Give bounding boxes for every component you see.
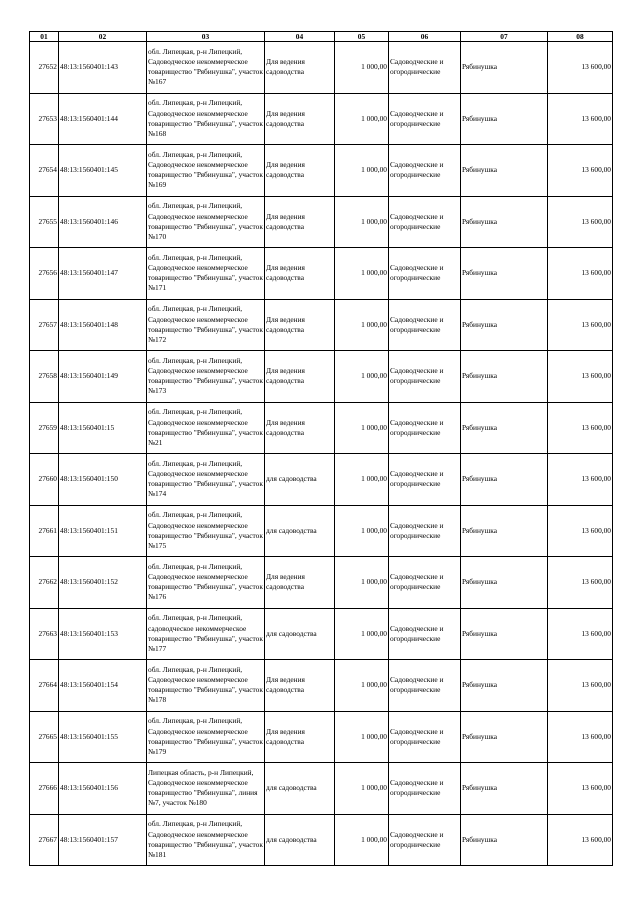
address: обл. Липецкая, р-н Липецкий, Садоводческое некоммерческое товарищество "Рябинушка", участок №169: [147, 145, 265, 197]
record-number: 27661: [30, 505, 59, 557]
table-row: [30, 402, 613, 454]
table-row: [30, 93, 613, 145]
area: 1 000,00: [335, 248, 389, 300]
table-row: [30, 660, 613, 712]
area: 1 000,00: [335, 93, 389, 145]
table-row: [30, 196, 613, 248]
record-number: 27664: [30, 660, 59, 712]
partnership-name: Рябинушка: [461, 42, 548, 94]
partnership-name: Рябинушка: [461, 351, 548, 403]
table-row: [30, 351, 613, 403]
record-number: 27656: [30, 248, 59, 300]
cadastral-value: 13 600,00: [548, 814, 613, 866]
cadastral-value: 13 600,00: [548, 763, 613, 815]
permitted-use: Для ведения садоводства: [265, 248, 335, 300]
cadastral-number: 48:13:1560401:144: [59, 93, 147, 145]
partnership-name: Рябинушка: [461, 763, 548, 815]
cadastral-number: 48:13:1560401:151: [59, 505, 147, 557]
cadastral-number: 48:13:1560401:145: [59, 145, 147, 197]
land-category: Садоводческие и огороднические: [389, 93, 461, 145]
cadastral-value: 13 600,00: [548, 145, 613, 197]
column-header-04: 04: [265, 32, 335, 42]
land-category: Садоводческие и огороднические: [389, 814, 461, 866]
record-number: 27653: [30, 93, 59, 145]
cadastral-number: 48:13:1560401:148: [59, 299, 147, 351]
land-category: Садоводческие и огороднические: [389, 299, 461, 351]
partnership-name: Рябинушка: [461, 145, 548, 197]
cadastral-value: 13 600,00: [548, 42, 613, 94]
land-category: Садоводческие и огороднические: [389, 145, 461, 197]
area: 1 000,00: [335, 145, 389, 197]
area: 1 000,00: [335, 454, 389, 506]
cadastral-number: 48:13:1560401:152: [59, 557, 147, 609]
partnership-name: Рябинушка: [461, 660, 548, 712]
area: 1 000,00: [335, 814, 389, 866]
partnership-name: Рябинушка: [461, 402, 548, 454]
record-number: 27666: [30, 763, 59, 815]
address: обл. Липецкая, р-н Липецкий, Садоводческое некоммерческое товарищество "Рябинушка", участок №170: [147, 196, 265, 248]
permitted-use: для садоводства: [265, 454, 335, 506]
land-category: Садоводческие и огороднические: [389, 196, 461, 248]
land-category: Садоводческие и огороднические: [389, 711, 461, 763]
column-header-03: 03: [147, 32, 265, 42]
partnership-name: Рябинушка: [461, 454, 548, 506]
partnership-name: Рябинушка: [461, 299, 548, 351]
table-body: [30, 42, 613, 866]
record-number: 27652: [30, 42, 59, 94]
cadastral-value: 13 600,00: [548, 454, 613, 506]
land-category: Садоводческие и огороднические: [389, 505, 461, 557]
land-category: Садоводческие и огороднические: [389, 402, 461, 454]
table-row: [30, 145, 613, 197]
cadastral-value: 13 600,00: [548, 505, 613, 557]
address: обл. Липецкая, р-н Липецкий, Садоводческое некоммерческое товарищество "Рябинушка", участок №176: [147, 557, 265, 609]
cadastral-value: 13 600,00: [548, 660, 613, 712]
record-number: 27655: [30, 196, 59, 248]
address: обл. Липецкая, р-н Липецкий, Садоводческое некоммерческое товарищество "Рябинушка", участок №171: [147, 248, 265, 300]
land-register-table: [29, 31, 613, 866]
cadastral-value: 13 600,00: [548, 93, 613, 145]
table-row: [30, 299, 613, 351]
area: 1 000,00: [335, 660, 389, 712]
partnership-name: Рябинушка: [461, 248, 548, 300]
address: обл. Липецкая, р-н Липецкий, Садоводческое некоммерческое товарищество "Рябинушка", участок №174: [147, 454, 265, 506]
area: 1 000,00: [335, 299, 389, 351]
record-number: 27662: [30, 557, 59, 609]
column-header-06: 06: [389, 32, 461, 42]
table-row: [30, 814, 613, 866]
area: 1 000,00: [335, 608, 389, 660]
permitted-use: Для ведения садоводства: [265, 145, 335, 197]
table-row: [30, 763, 613, 815]
record-number: 27660: [30, 454, 59, 506]
column-header-05: 05: [335, 32, 389, 42]
permitted-use: Для ведения садоводства: [265, 557, 335, 609]
permitted-use: Для ведения садоводства: [265, 402, 335, 454]
column-header-08: 08: [548, 32, 613, 42]
table-row: [30, 557, 613, 609]
permitted-use: Для ведения садоводства: [265, 299, 335, 351]
header-row: [30, 32, 613, 42]
partnership-name: Рябинушка: [461, 93, 548, 145]
address: обл. Липецкая, р-н Липецкий, Садоводческое некоммерческое товарищество "Рябинушка", участок №173: [147, 351, 265, 403]
column-header-01: 01: [30, 32, 59, 42]
table-header: [30, 32, 613, 42]
permitted-use: Для ведения садоводства: [265, 711, 335, 763]
land-category: Садоводческие и огороднические: [389, 608, 461, 660]
cadastral-number: 48:13:1560401:147: [59, 248, 147, 300]
cadastral-number: 48:13:1560401:155: [59, 711, 147, 763]
permitted-use: для садоводства: [265, 814, 335, 866]
address: обл. Липецкая, р-н Липецкий, Садоводческое некоммерческое товарищество "Рябинушка", участок №168: [147, 93, 265, 145]
address: Липецкая область, р-н Липецкий, Садоводческое некоммерческое товарищество "Рябинушка", линия №7, участок №180: [147, 763, 265, 815]
table-row: [30, 42, 613, 94]
permitted-use: для садоводства: [265, 505, 335, 557]
address: обл. Липецкая, р-н Липецкий, садоводческое некоммерческое товарищество "Рябинушка", участок №177: [147, 608, 265, 660]
area: 1 000,00: [335, 711, 389, 763]
cadastral-number: 48:13:1560401:149: [59, 351, 147, 403]
address: обл. Липецкая, р-н Липецкий, Садоводческое некоммерческое товарищество "Рябинушка", участок №172: [147, 299, 265, 351]
table-row: [30, 248, 613, 300]
cadastral-number: 48:13:1560401:146: [59, 196, 147, 248]
cadastral-value: 13 600,00: [548, 608, 613, 660]
land-category: Садоводческие и огороднические: [389, 660, 461, 712]
record-number: 27659: [30, 402, 59, 454]
land-category: Садоводческие и огороднические: [389, 557, 461, 609]
permitted-use: Для ведения садоводства: [265, 42, 335, 94]
permitted-use: Для ведения садоводства: [265, 196, 335, 248]
table-row: [30, 608, 613, 660]
area: 1 000,00: [335, 763, 389, 815]
address: обл. Липецкая, р-н Липецкий, Садоводческое некоммерческое товарищество "Рябинушка", участок №21: [147, 402, 265, 454]
record-number: 27657: [30, 299, 59, 351]
land-category: Садоводческие и огороднические: [389, 763, 461, 815]
cadastral-value: 13 600,00: [548, 711, 613, 763]
partnership-name: Рябинушка: [461, 608, 548, 660]
record-number: 27667: [30, 814, 59, 866]
cadastral-number: 48:13:1560401:150: [59, 454, 147, 506]
partnership-name: Рябинушка: [461, 557, 548, 609]
record-number: 27658: [30, 351, 59, 403]
column-header-07: 07: [461, 32, 548, 42]
address: обл. Липецкая, р-н Липецкий, Садоводческое некоммерческое товарищество "Рябинушка", участок №175: [147, 505, 265, 557]
area: 1 000,00: [335, 557, 389, 609]
cadastral-number: 48:13:1560401:153: [59, 608, 147, 660]
partnership-name: Рябинушка: [461, 711, 548, 763]
area: 1 000,00: [335, 505, 389, 557]
cadastral-value: 13 600,00: [548, 248, 613, 300]
land-category: Садоводческие и огороднические: [389, 42, 461, 94]
area: 1 000,00: [335, 196, 389, 248]
partnership-name: Рябинушка: [461, 196, 548, 248]
land-category: Садоводческие и огороднические: [389, 248, 461, 300]
cadastral-value: 13 600,00: [548, 299, 613, 351]
area: 1 000,00: [335, 42, 389, 94]
area: 1 000,00: [335, 351, 389, 403]
cadastral-value: 13 600,00: [548, 402, 613, 454]
land-category: Садоводческие и огороднические: [389, 454, 461, 506]
land-category: Садоводческие и огороднические: [389, 351, 461, 403]
table-row: [30, 454, 613, 506]
cadastral-number: 48:13:1560401:15: [59, 402, 147, 454]
record-number: 27665: [30, 711, 59, 763]
cadastral-number: 48:13:1560401:157: [59, 814, 147, 866]
table-row: [30, 711, 613, 763]
address: обл. Липецкая, р-н Липецкий, Садоводческое некоммерческое товарищество "Рябинушка", участок №178: [147, 660, 265, 712]
partnership-name: Рябинушка: [461, 814, 548, 866]
permitted-use: Для ведения садоводства: [265, 660, 335, 712]
column-header-02: 02: [59, 32, 147, 42]
address: обл. Липецкая, р-н Липецкий, Садоводческое некоммерческое товарищество "Рябинушка", участок №179: [147, 711, 265, 763]
cadastral-number: 48:13:1560401:143: [59, 42, 147, 94]
area: 1 000,00: [335, 402, 389, 454]
address: обл. Липецкая, р-н Липецкий, Садоводческое некоммерческое товарищество "Рябинушка", участок №167: [147, 42, 265, 94]
address: обл. Липецкая, р-н Липецкий, Садоводческое некоммерческое товарищество "Рябинушка", участок №181: [147, 814, 265, 866]
cadastral-number: 48:13:1560401:156: [59, 763, 147, 815]
permitted-use: Для ведения садоводства: [265, 351, 335, 403]
record-number: 27654: [30, 145, 59, 197]
cadastral-value: 13 600,00: [548, 351, 613, 403]
cadastral-value: 13 600,00: [548, 557, 613, 609]
permitted-use: для садоводства: [265, 763, 335, 815]
record-number: 27663: [30, 608, 59, 660]
partnership-name: Рябинушка: [461, 505, 548, 557]
cadastral-number: 48:13:1560401:154: [59, 660, 147, 712]
permitted-use: Для ведения садоводства: [265, 93, 335, 145]
cadastral-value: 13 600,00: [548, 196, 613, 248]
table-row: [30, 505, 613, 557]
permitted-use: для садоводства: [265, 608, 335, 660]
